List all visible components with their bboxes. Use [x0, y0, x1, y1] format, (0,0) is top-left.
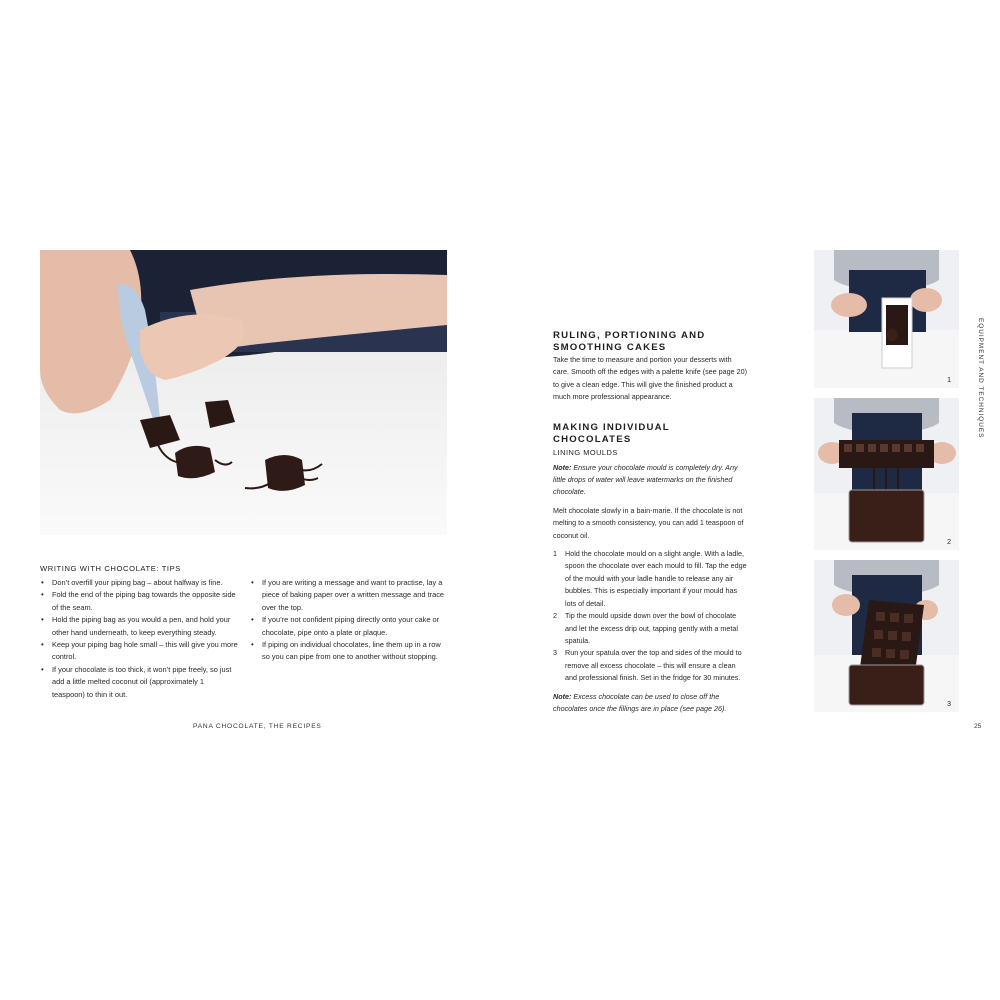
- subsection-title-lining: LINING MOULDS: [553, 447, 618, 457]
- step-text: Run your spatula over the top and sides of the mould to remove all excess chocolate – this will ensure a clean and professional finish. Set in the fridge for 30 minutes.: [565, 648, 742, 683]
- tip-item: • Hold the piping bag as you would a pen, and hold your other hand underneath, to keep everything steady.: [40, 614, 238, 639]
- intro-melt: Melt chocolate slowly in a bain-marie. If the chocolate is not melting to a smooth consistency, you can add 1 teaspoon of coconut oil.: [553, 505, 744, 540]
- tips-column-1: [40, 577, 238, 701]
- tip-item: • If you’re not confident piping directly onto your cake or chocolate, pipe onto a plate or plaque.: [250, 614, 446, 639]
- step-1-illustration: [814, 250, 959, 388]
- tips-heading: WRITING WITH CHOCOLATE: TIPS: [40, 564, 181, 573]
- tip-item: • Don’t overfill your piping bag – about halfway is fine.: [40, 577, 238, 589]
- tip-item: • If your chocolate is too thick, it won’t pipe freely, so just add a little melted coconut oil (approximately 1 teaspoon) to thin it out.: [40, 664, 238, 701]
- note-label: Note:: [553, 462, 572, 472]
- right-page-text: [553, 330, 749, 721]
- hero-photo-piping-chocolate: [40, 250, 447, 535]
- step-2-illustration: [814, 398, 959, 550]
- chapter-vertical-title: EQUIPMENT AND TECHNIQUES: [977, 318, 984, 439]
- photo-number: 3: [947, 701, 951, 708]
- step-item: [553, 610, 749, 647]
- step-photo-2: [814, 398, 959, 550]
- step-photo-3: [814, 560, 959, 712]
- piping-illustration: [40, 250, 447, 535]
- step-3-illustration: [814, 560, 959, 712]
- section-body-ruling: Take the time to measure and portion your desserts with care. Smooth off the edges with a palette knife (see page 20) to give a clean edge. This will give the finished product a much more professional appearance.: [553, 355, 748, 402]
- footer-book-title: PANA CHOCOLATE, THE RECIPES: [193, 723, 322, 730]
- note-excess-chocolate: [553, 691, 749, 716]
- step-text: Tip the mould upside down over the bowl of chocolate and let the excess drip out, tapping gently with a metal spatula.: [565, 611, 739, 645]
- step-number: 2: [553, 611, 557, 621]
- note-label: Note:: [553, 691, 572, 701]
- tips-column-2: [250, 577, 446, 664]
- tip-item: • If you are writing a message and want to practise, lay a piece of baking paper over a written message and trace over the top.: [250, 577, 446, 614]
- page-number: 25: [974, 723, 982, 730]
- section-title-chocolates: MAKING INDIVIDUAL CHOCOLATES: [553, 421, 670, 445]
- photo-number: 2: [947, 539, 951, 546]
- step-number: 3: [553, 648, 557, 658]
- tip-item: • If piping on individual chocolates, line them up in a row so you can pipe from one to another without stopping.: [250, 639, 446, 664]
- step-item: [553, 548, 749, 610]
- note-dry-mould: [553, 462, 749, 499]
- note-text: Excess chocolate can be used to close off the chocolates once the fillings are in place (see page 26).: [553, 691, 727, 713]
- step-number: 1: [553, 549, 557, 559]
- note-text: Ensure your chocolate mould is completely dry. Any little drops of water will leave watermarks on the finished chocolate.: [553, 462, 738, 497]
- photo-number: 1: [947, 377, 951, 384]
- section-title-ruling: RULING, PORTIONING AND SMOOTHING CAKES: [553, 330, 706, 353]
- step-item: [553, 647, 749, 684]
- tip-item: • Fold the end of the piping bag towards the opposite side of the seam.: [40, 589, 238, 614]
- step-photo-1: [814, 250, 959, 388]
- step-text: Hold the chocolate mould on a slight angle. With a ladle, spoon the chocolate over each mould to fill. Tap the edge of the mould with your ladle handle to release any air bubbles. This is especially important if your mould has lots of detail.: [565, 549, 747, 608]
- tip-item: • Keep your piping bag hole small – this will give you more control.: [40, 639, 238, 664]
- steps-list: [553, 548, 749, 684]
